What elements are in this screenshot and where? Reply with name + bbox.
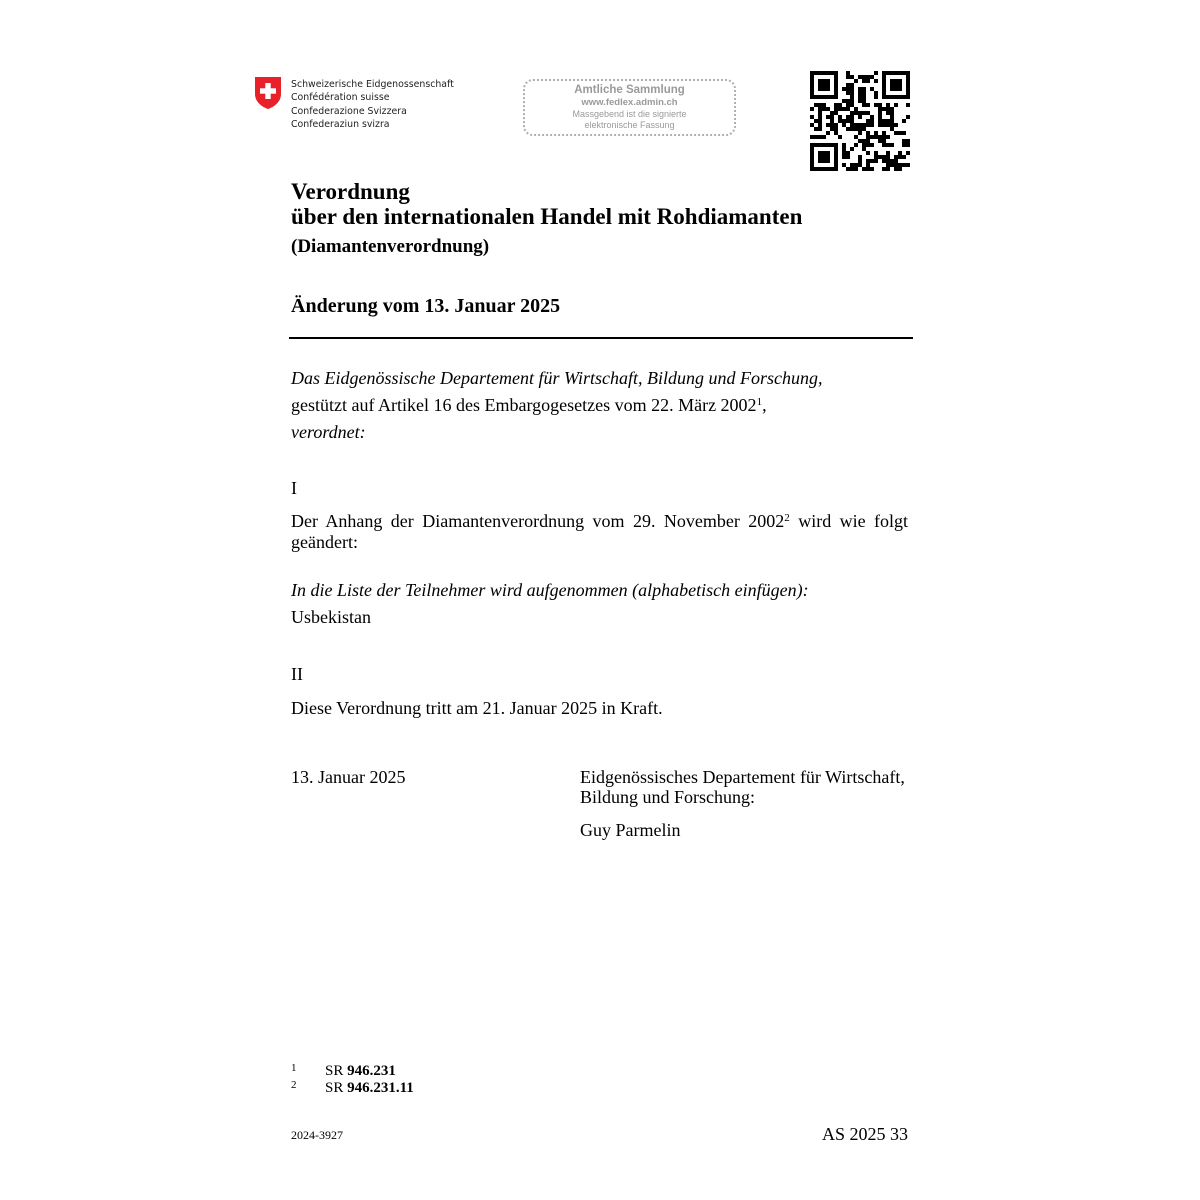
section1-text-continuation: geändert: [291, 532, 358, 552]
footnote-reference[interactable]: 946.231.11 [347, 1080, 414, 1096]
section1-entry: Usbekistan [291, 607, 371, 627]
section1-text-b: wird wie folgt [789, 511, 908, 531]
stamp-note-line2: elektronische Fassung [584, 120, 675, 130]
footnote-reference[interactable]: 946.231 [347, 1063, 396, 1079]
swiss-cross-shield-icon [254, 76, 282, 110]
section2-text: Diese Verordnung tritt am 21. Januar 2025 in Kraft. [291, 698, 663, 718]
section-numeral-2: II [291, 664, 303, 684]
footnote-prefix: SR [325, 1063, 348, 1079]
section-numeral-1: I [291, 478, 297, 498]
document-short-title: (Diamantenverordnung) [291, 236, 490, 257]
footnote-number: 2 [291, 1079, 297, 1091]
signature-name: Guy Parmelin [580, 820, 681, 840]
preamble-basis-end: , [762, 395, 767, 415]
signature-date: 13. Januar 2025 [291, 767, 406, 787]
footnote-text [325, 1080, 414, 1097]
document-number: 2024-3927 [291, 1128, 343, 1142]
stamp-title: Amtliche Sammlung [574, 84, 685, 96]
confederation-names [291, 78, 454, 132]
footnote-ref-2[interactable]: 2 [784, 512, 790, 524]
footnote-ref-1[interactable]: 1 [756, 396, 763, 408]
confederation-name-fr: Confédération suisse [291, 92, 390, 104]
preamble-basis-text: gestützt auf Artikel 16 des Embargogesetzes vom 22. März 2002 [291, 395, 757, 415]
section1-instruction: In die Liste der Teilnehmer wird aufgenommen (alphabetisch einfügen): [291, 580, 809, 600]
preamble-authority: Das Eidgenössische Departement für Wirtschaft, Bildung und Forschung, [291, 368, 823, 388]
title-divider [289, 337, 913, 339]
official-collection-reference: AS 2025 33 [822, 1124, 909, 1144]
preamble-basis [291, 394, 767, 416]
confederation-name-de: Schweizerische Eidgenossenschaft [291, 79, 454, 90]
footnote-number: 1 [291, 1062, 297, 1074]
stamp-url[interactable]: www.fedlex.admin.ch [581, 97, 678, 108]
confederation-name-it: Confederazione Svizzera [291, 105, 407, 117]
footnote-prefix: SR [325, 1080, 348, 1096]
stamp-note-line1: Massgebend ist die signierte [572, 109, 687, 119]
document-title-subject: über den internationalen Handel mit Rohdiamanten [291, 204, 803, 229]
signature-department-line2: Bildung und Forschung: [580, 787, 756, 807]
official-collection-stamp [523, 79, 736, 136]
preamble-decree: verordnet: [291, 422, 366, 442]
confederation-name-rm: Confederaziun svizra [291, 119, 390, 131]
document-title: Verordnung [291, 179, 410, 204]
amendment-date-heading: Änderung vom 13. Januar 2025 [291, 295, 561, 317]
footnote-text [325, 1063, 396, 1080]
signature-department-line1: Eidgenössisches Departement für Wirtschaft, [580, 767, 905, 787]
qr-code-icon [810, 71, 910, 171]
section1-text-a: Der Anhang der Diamantenverordnung vom 29. November 2002 [291, 511, 785, 531]
section1-paragraph [291, 510, 908, 532]
